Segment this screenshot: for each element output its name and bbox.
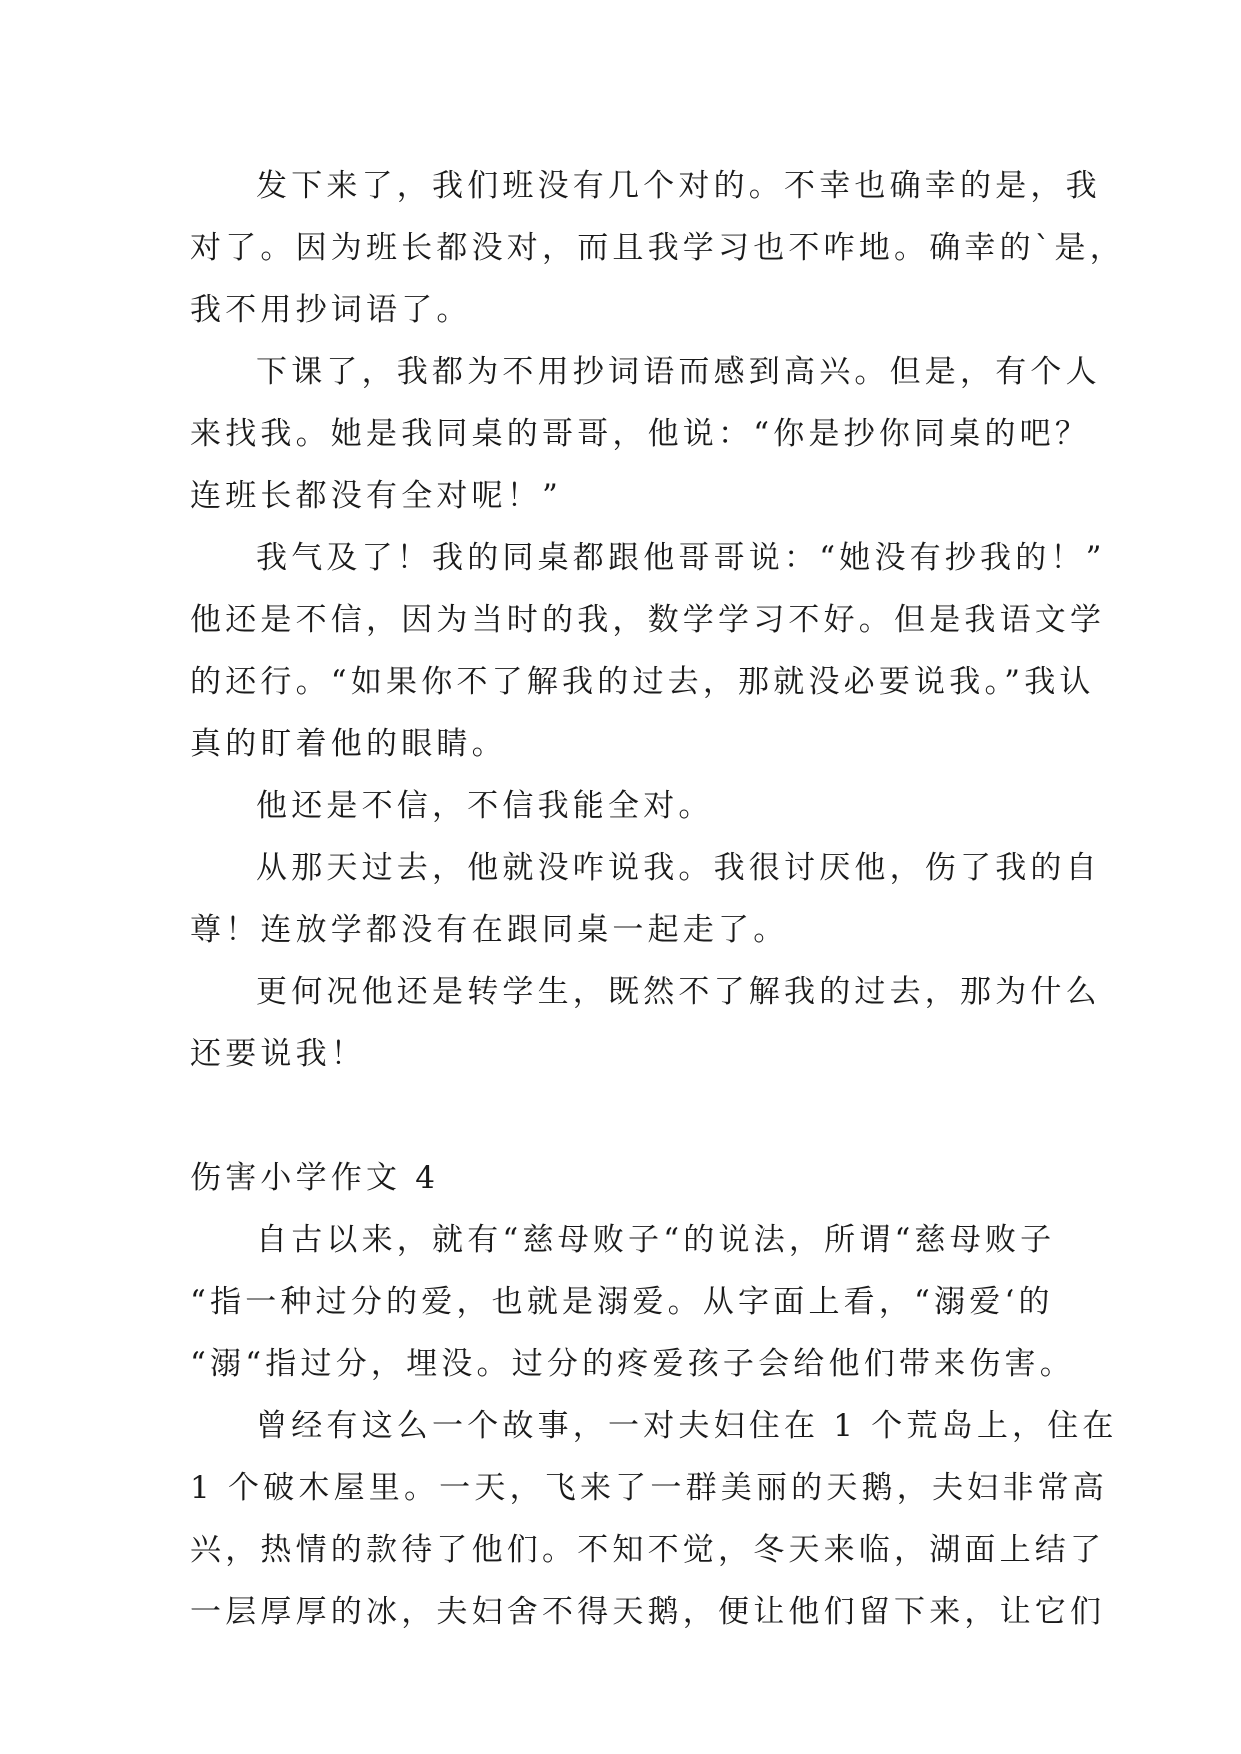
section-gap bbox=[190, 1085, 1050, 1147]
paragraph-line: 兴，热情的款待了他们。不知不觉，冬天来临，湖面上结了 bbox=[190, 1532, 1106, 1568]
paragraph-line: 一层厚厚的冰，夫妇舍不得天鹅，便让他们留下来，让它们 bbox=[190, 1594, 1106, 1630]
paragraph-line: 自古以来，就有“慈母败子“的说法，所谓“慈母败子 bbox=[256, 1222, 1056, 1258]
paragraph-line: 从那天过去，他就没咋说我。我很讨厌他，伤了我的自 bbox=[256, 850, 1101, 886]
section-title: 伤害小学作文 4 bbox=[190, 1160, 440, 1196]
paragraph-line: 我不用抄词语了。 bbox=[190, 292, 472, 328]
paragraph-line: 他还是不信，因为当时的我，数学学习不好。但是我语文学 bbox=[190, 602, 1106, 638]
paragraph-line: 真的盯着他的眼睛。 bbox=[190, 726, 507, 762]
paragraph-line: 曾经有这么一个故事，一对夫妇住在 1 个荒岛上，住在 bbox=[256, 1408, 1118, 1444]
paragraph-line: 来找我。她是我同桌的哥哥，他说：“你是抄你同桌的吧？ bbox=[190, 416, 1091, 452]
paragraph-line: 我气及了！我的同桌都跟他哥哥说：“她没有抄我的！” bbox=[256, 540, 1106, 576]
paragraph-line: 还要说我！ bbox=[190, 1036, 366, 1072]
paragraph-line: 连班长都没有全对呢！” bbox=[190, 478, 563, 514]
paragraph-line: 1 个破木屋里。一天，飞来了一群美丽的天鹅，夫妇非常高 bbox=[190, 1470, 1108, 1506]
paragraph-line: “溺“指过分，埋没。过分的疼爱孩子会给他们带来伤害。 bbox=[190, 1346, 1075, 1382]
paragraph-line: 他还是不信，不信我能全对。 bbox=[256, 788, 714, 824]
paragraph-line: 下课了，我都为不用抄词语而感到高兴。但是，有个人 bbox=[256, 354, 1101, 390]
document-body bbox=[190, 155, 1125, 1643]
paragraph-line: 的还行。“如果你不了解我的过去，那就没必要说我。”我认 bbox=[190, 664, 1095, 700]
paragraph-line: 发下来了，我们班没有几个对的。不幸也确幸的是，我 bbox=[256, 168, 1101, 204]
paragraph-line: “指一种过分的爱，也就是溺爱。从字面上看，“溺爱‘的 bbox=[190, 1284, 1054, 1320]
paragraph-line: 对了。因为班长都没对，而且我学习也不咋地。确幸的`是， bbox=[190, 230, 1125, 266]
paragraph-line: 尊！连放学都没有在跟同桌一起走了。 bbox=[190, 912, 789, 948]
paragraph-line: 更何况他还是转学生，既然不了解我的过去，那为什么 bbox=[256, 974, 1101, 1010]
